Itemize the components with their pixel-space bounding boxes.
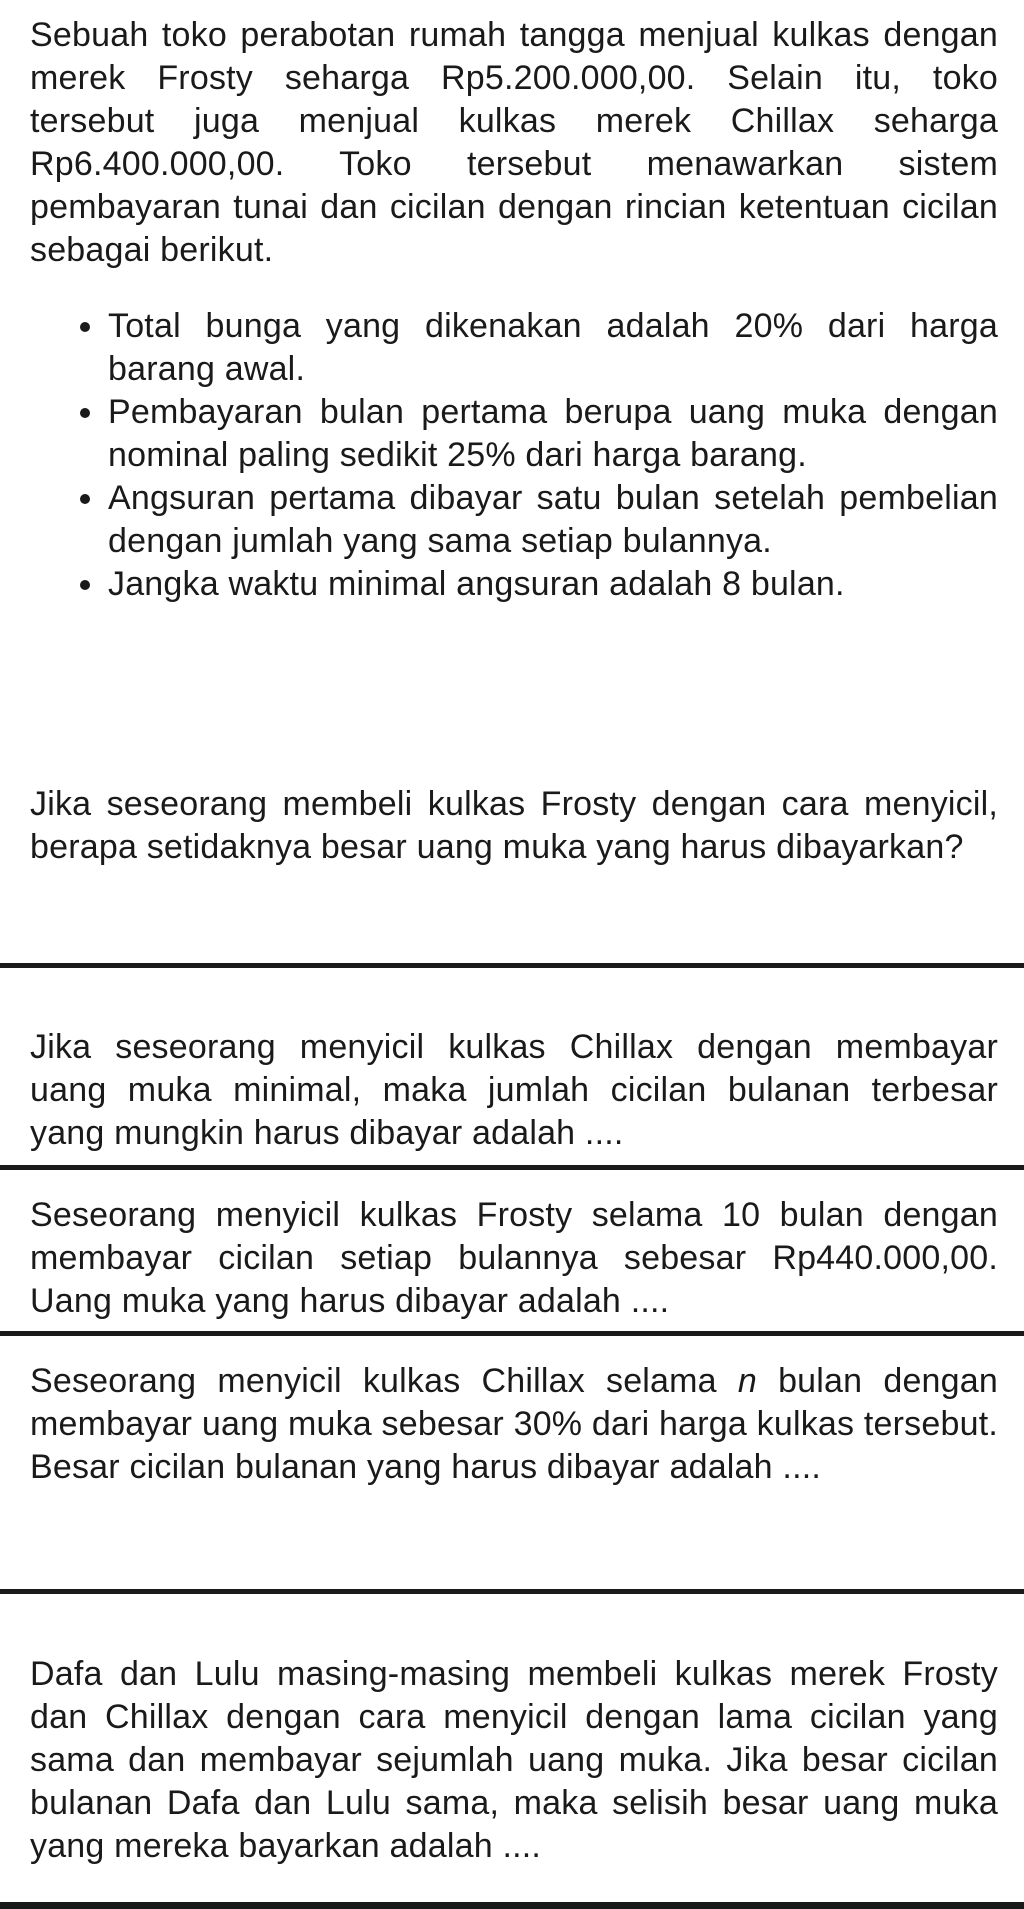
installment-rules-list [108, 305, 998, 606]
intro-paragraph: Sebuah toko perabotan rumah tangga menjual kulkas dengan merek Frosty seharga Rp5.200.000,00. Selain itu, toko tersebut juga menjual kulkas merek Chillax seharga Rp6.400.000,00. Toko tersebut menawarkan sistem pembayaran tunai dan cicilan dengan rincian ketentuan cicilan sebagai berikut. [30, 16, 998, 269]
question-4-text-start: Seseorang menyicil kulkas Chillax selama [30, 1362, 738, 1400]
question-1: Jika seseorang membeli kulkas Frosty dengan cara menyicil, berapa setidaknya besar uang muka yang harus dibayarkan? [30, 785, 998, 866]
divider [0, 963, 1024, 968]
question-3: Seseorang menyicil kulkas Frosty selama 10 bulan dengan membayar cicilan setiap bulannya sebesar Rp440.000,00. Uang muka yang harus dibayar adalah .... [30, 1196, 998, 1320]
rule-item-down-payment [108, 391, 998, 477]
rule-text: Pembayaran bulan pertama berupa uang muka dengan nominal paling sedikit 25% dari harga barang. [108, 393, 998, 474]
question-4-text-end: bulan dengan membayar uang muka sebesar 30% dari harga kulkas tersebut. Besar cicilan bulanan yang harus dibayar adalah .... [30, 1362, 998, 1486]
divider [0, 1589, 1024, 1594]
divider [0, 1902, 1024, 1909]
rule-item-minimum-term [108, 563, 998, 606]
rule-item-interest [108, 305, 998, 391]
divider [0, 1165, 1024, 1170]
rule-text: Angsuran pertama dibayar satu bulan setelah pembelian dengan jumlah yang sama setiap bulannya. [108, 479, 998, 560]
bullet-icon [80, 494, 90, 504]
bullet-icon [80, 580, 90, 590]
rule-item-first-installment [108, 477, 998, 563]
rule-text: Jangka waktu minimal angsuran adalah 8 bulan. [108, 565, 845, 603]
divider [0, 1331, 1024, 1336]
bullet-icon [80, 322, 90, 332]
question-2: Jika seseorang menyicil kulkas Chillax dengan membayar uang muka minimal, maka jumlah cicilan bulanan terbesar yang mungkin harus dibayar adalah .... [30, 1028, 998, 1152]
question-5: Dafa dan Lulu masing-masing membeli kulkas merek Frosty dan Chillax dengan cara menyicil dengan lama cicilan yang sama dan membayar sejumlah uang muka. Jika besar cicilan bulanan Dafa dan Lulu sama, maka selisih besar uang muka yang mereka bayarkan adalah .... [30, 1655, 998, 1865]
bullet-icon [80, 408, 90, 418]
rule-text: Total bunga yang dikenakan adalah 20% dari harga barang awal. [108, 307, 998, 388]
variable-n: n [737, 1362, 757, 1400]
question-4 [30, 1360, 998, 1489]
